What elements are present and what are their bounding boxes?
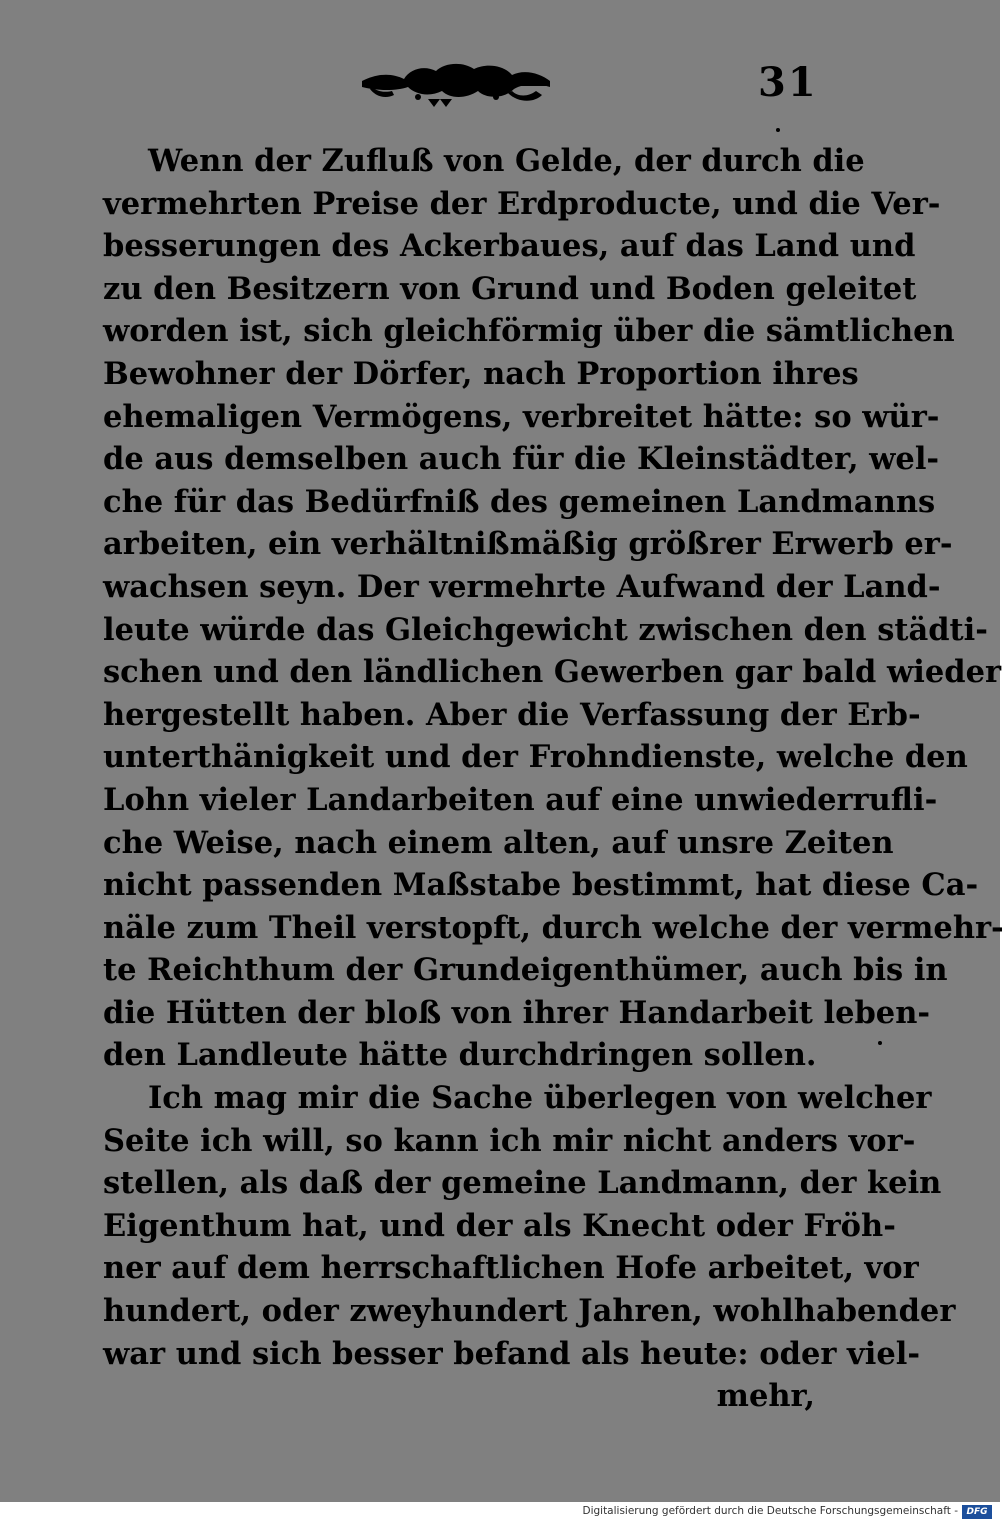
text-line: Seite ich will, so kann ich mir nicht anders vor- [103,1122,916,1159]
text-line: de aus demselben auch für die Kleinstädter, wel- [103,441,940,478]
text-line: wachsen seyn. Der vermehrte Aufwand der Land- [103,568,941,605]
text-line: Wenn der Zufluß von Gelde, der durch die [148,143,865,179]
text-line: näle zum Theil verstopft, durch welche der vermehr- [103,909,1004,946]
text-line: che Weise, nach einem alten, auf unsre Zeiten [103,824,894,861]
text-line: leute würde das Gleichgewicht zwischen den städti- [103,611,988,648]
text-line: die Hütten der bloß von ihrer Handarbeit leben- [103,994,931,1031]
text-line: besserungen des Ackerbaues, auf das Land und [103,228,916,265]
text-line: hundert, oder zweyhundert Jahren, wohlhabender [103,1293,956,1330]
text-line: war und sich besser befand als heute: oder viel- [103,1335,921,1372]
text-line: ner auf dem herrschaftlichen Hofe arbeitet, vor [103,1250,919,1287]
dfg-logo: DFG [962,1505,992,1519]
text-line: Bewohner der Dörfer, nach Proportion ihres [103,355,859,392]
text-line: te Reichthum der Grundeigenthümer, auch bis in [103,952,948,989]
text-line: che für das Bedürfniß des gemeinen Landmanns [103,483,936,520]
funding-credit: Digitalisierung gefördert durch die Deutsche Forschungsgemeinschaft - [582,1505,958,1517]
page-number: 31 [758,59,818,106]
digitization-footer [0,1502,1000,1522]
page-header [0,55,1000,125]
text-line: worden ist, sich gleichförmig über die sämtlichen [103,313,955,350]
text-line: arbeiten, ein verhältnißmäßig größrer Erwerb er- [103,526,953,563]
text-line: hergestellt haben. Aber die Verfassung der Erb- [103,696,921,733]
catchword: mehr, [716,1378,815,1415]
ink-speck [776,128,780,132]
text-line: unterthänigkeit und der Frohndienste, welche den [103,739,968,776]
text-line: zu den Besitzern von Grund und Boden geleitet [103,270,917,307]
text-line: stellen, als daß der gemeine Landmann, der kein [103,1165,942,1202]
text-line: schen und den ländlichen Gewerben gar bald wieder [103,654,1002,691]
text-line: den Landleute hätte durchdringen sollen. [103,1037,817,1074]
floral-vignette-icon [358,59,554,109]
ink-speck [878,1041,882,1045]
body-text [103,140,1004,1418]
text-line: Lohn vieler Landarbeiten auf eine unwiederrufli- [103,781,938,818]
text-line: ehemaligen Vermögens, verbreitet hätte: so wür- [103,398,940,435]
text-line: Eigenthum hat, und der als Knecht oder Fröh- [103,1207,896,1244]
text-line: nicht passenden Maßstabe bestimmt, hat diese Ca- [103,867,979,904]
text-line: vermehrten Preise der Erdproducte, und die Ver- [103,185,941,222]
text-line: Ich mag mir die Sache überlegen von welcher [148,1080,932,1117]
